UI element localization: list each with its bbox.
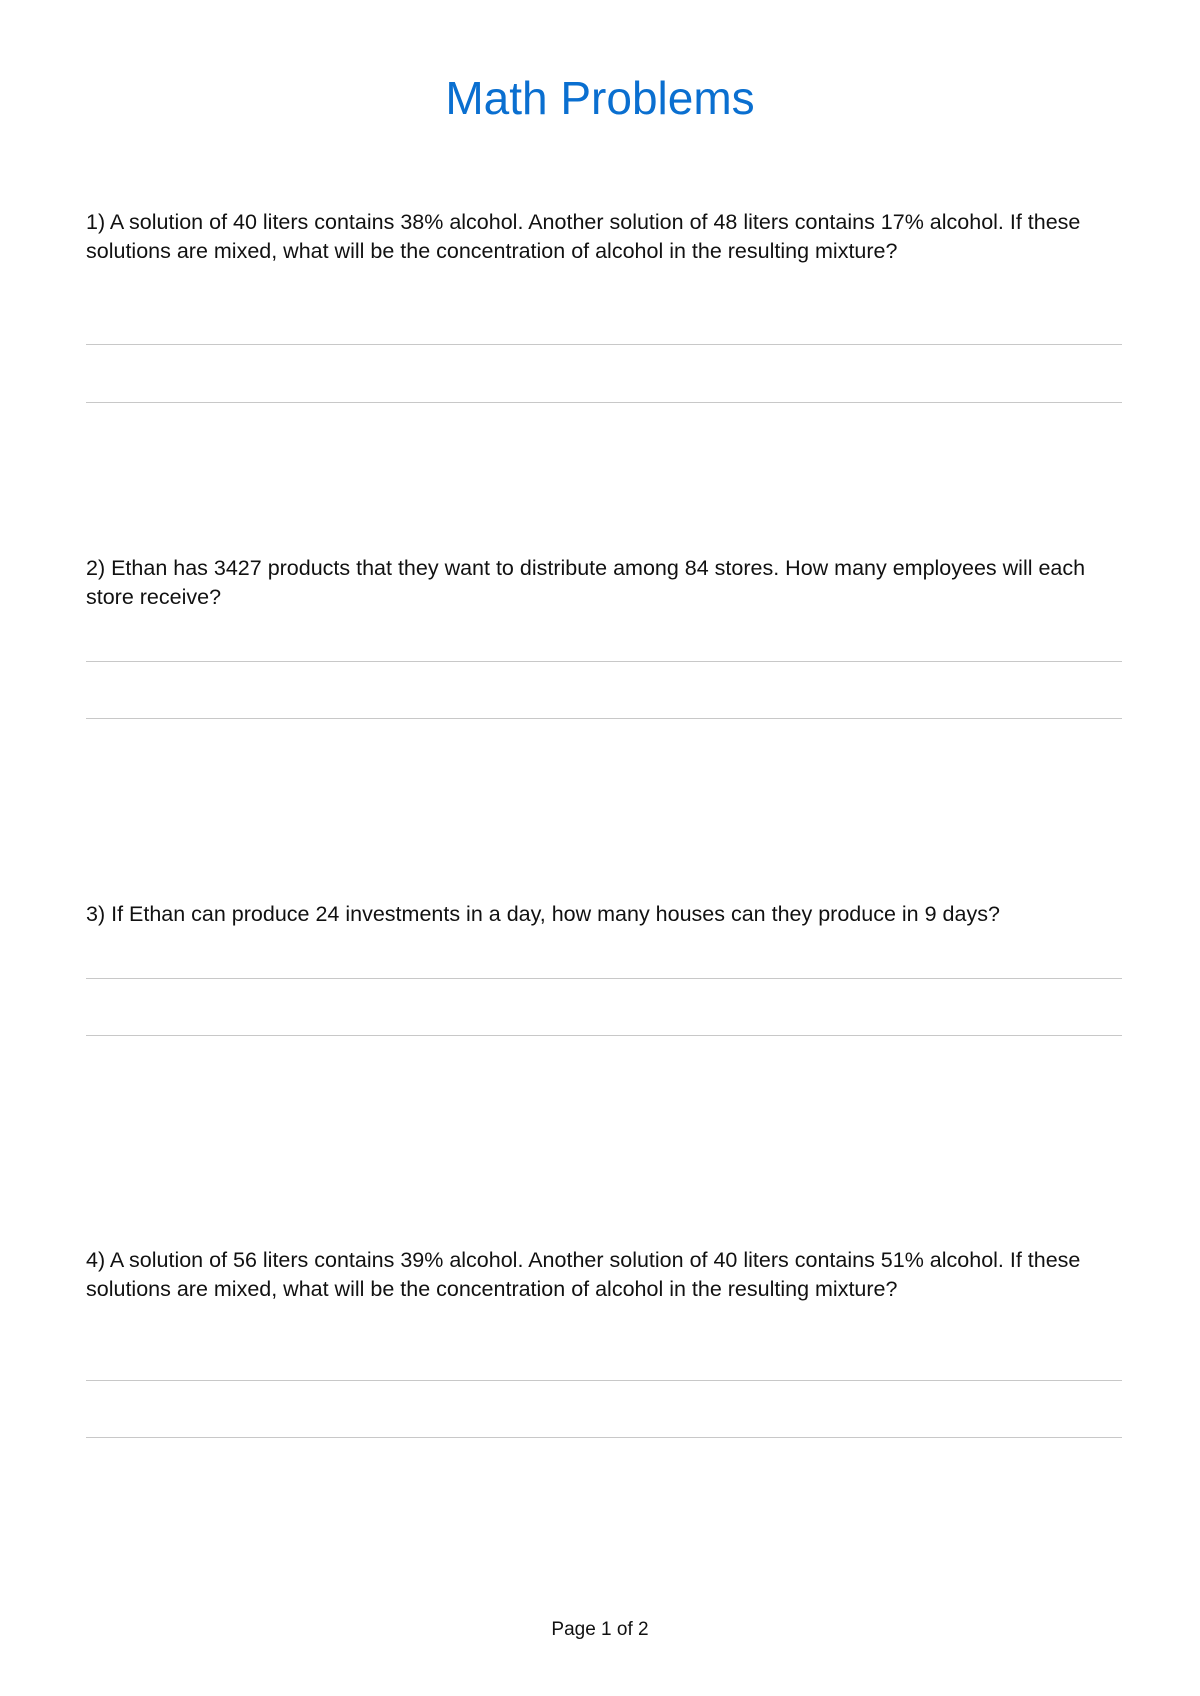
problem-4	[86, 1246, 1126, 1303]
page-footer-number: 1 of 2	[601, 1619, 649, 1640]
answer-line-3b	[86, 1035, 1122, 1036]
problem-2	[86, 554, 1126, 611]
problem-3	[86, 900, 1126, 929]
answer-line-1b	[86, 402, 1122, 403]
answer-line-2a	[86, 661, 1122, 662]
answer-line-3a	[86, 978, 1122, 979]
problem-2-text: 2) Ethan has 3427 products that they want to distribute among 84 stores. How many employees will each store receive?	[86, 556, 1086, 609]
problem-4-text: 4) A solution of 56 liters contains 39% alcohol. Another solution of 40 liters contains 51% alcohol. If these solutions are mixed, what will be the concentration of alcohol in the resulting mixture?	[86, 1248, 1081, 1301]
problem-1	[86, 208, 1126, 265]
page-footer	[0, 1618, 1200, 1642]
answer-line-4b	[86, 1437, 1122, 1438]
page-footer-prefix: Page	[551, 1619, 596, 1640]
answer-line-2b	[86, 718, 1122, 719]
problem-1-text: 1) A solution of 40 liters contains 38% alcohol. Another solution of 48 liters contains 17% alcohol. If these solutions are mixed, what will be the concentration of alcohol in the resulting mixture?	[86, 210, 1081, 263]
answer-line-1a	[86, 344, 1122, 345]
answer-line-4a	[86, 1380, 1122, 1381]
page-title: Math Problems	[445, 72, 755, 124]
problem-3-text: 3) If Ethan can produce 24 investments in a day, how many houses can they produce in 9 days?	[86, 902, 1000, 926]
